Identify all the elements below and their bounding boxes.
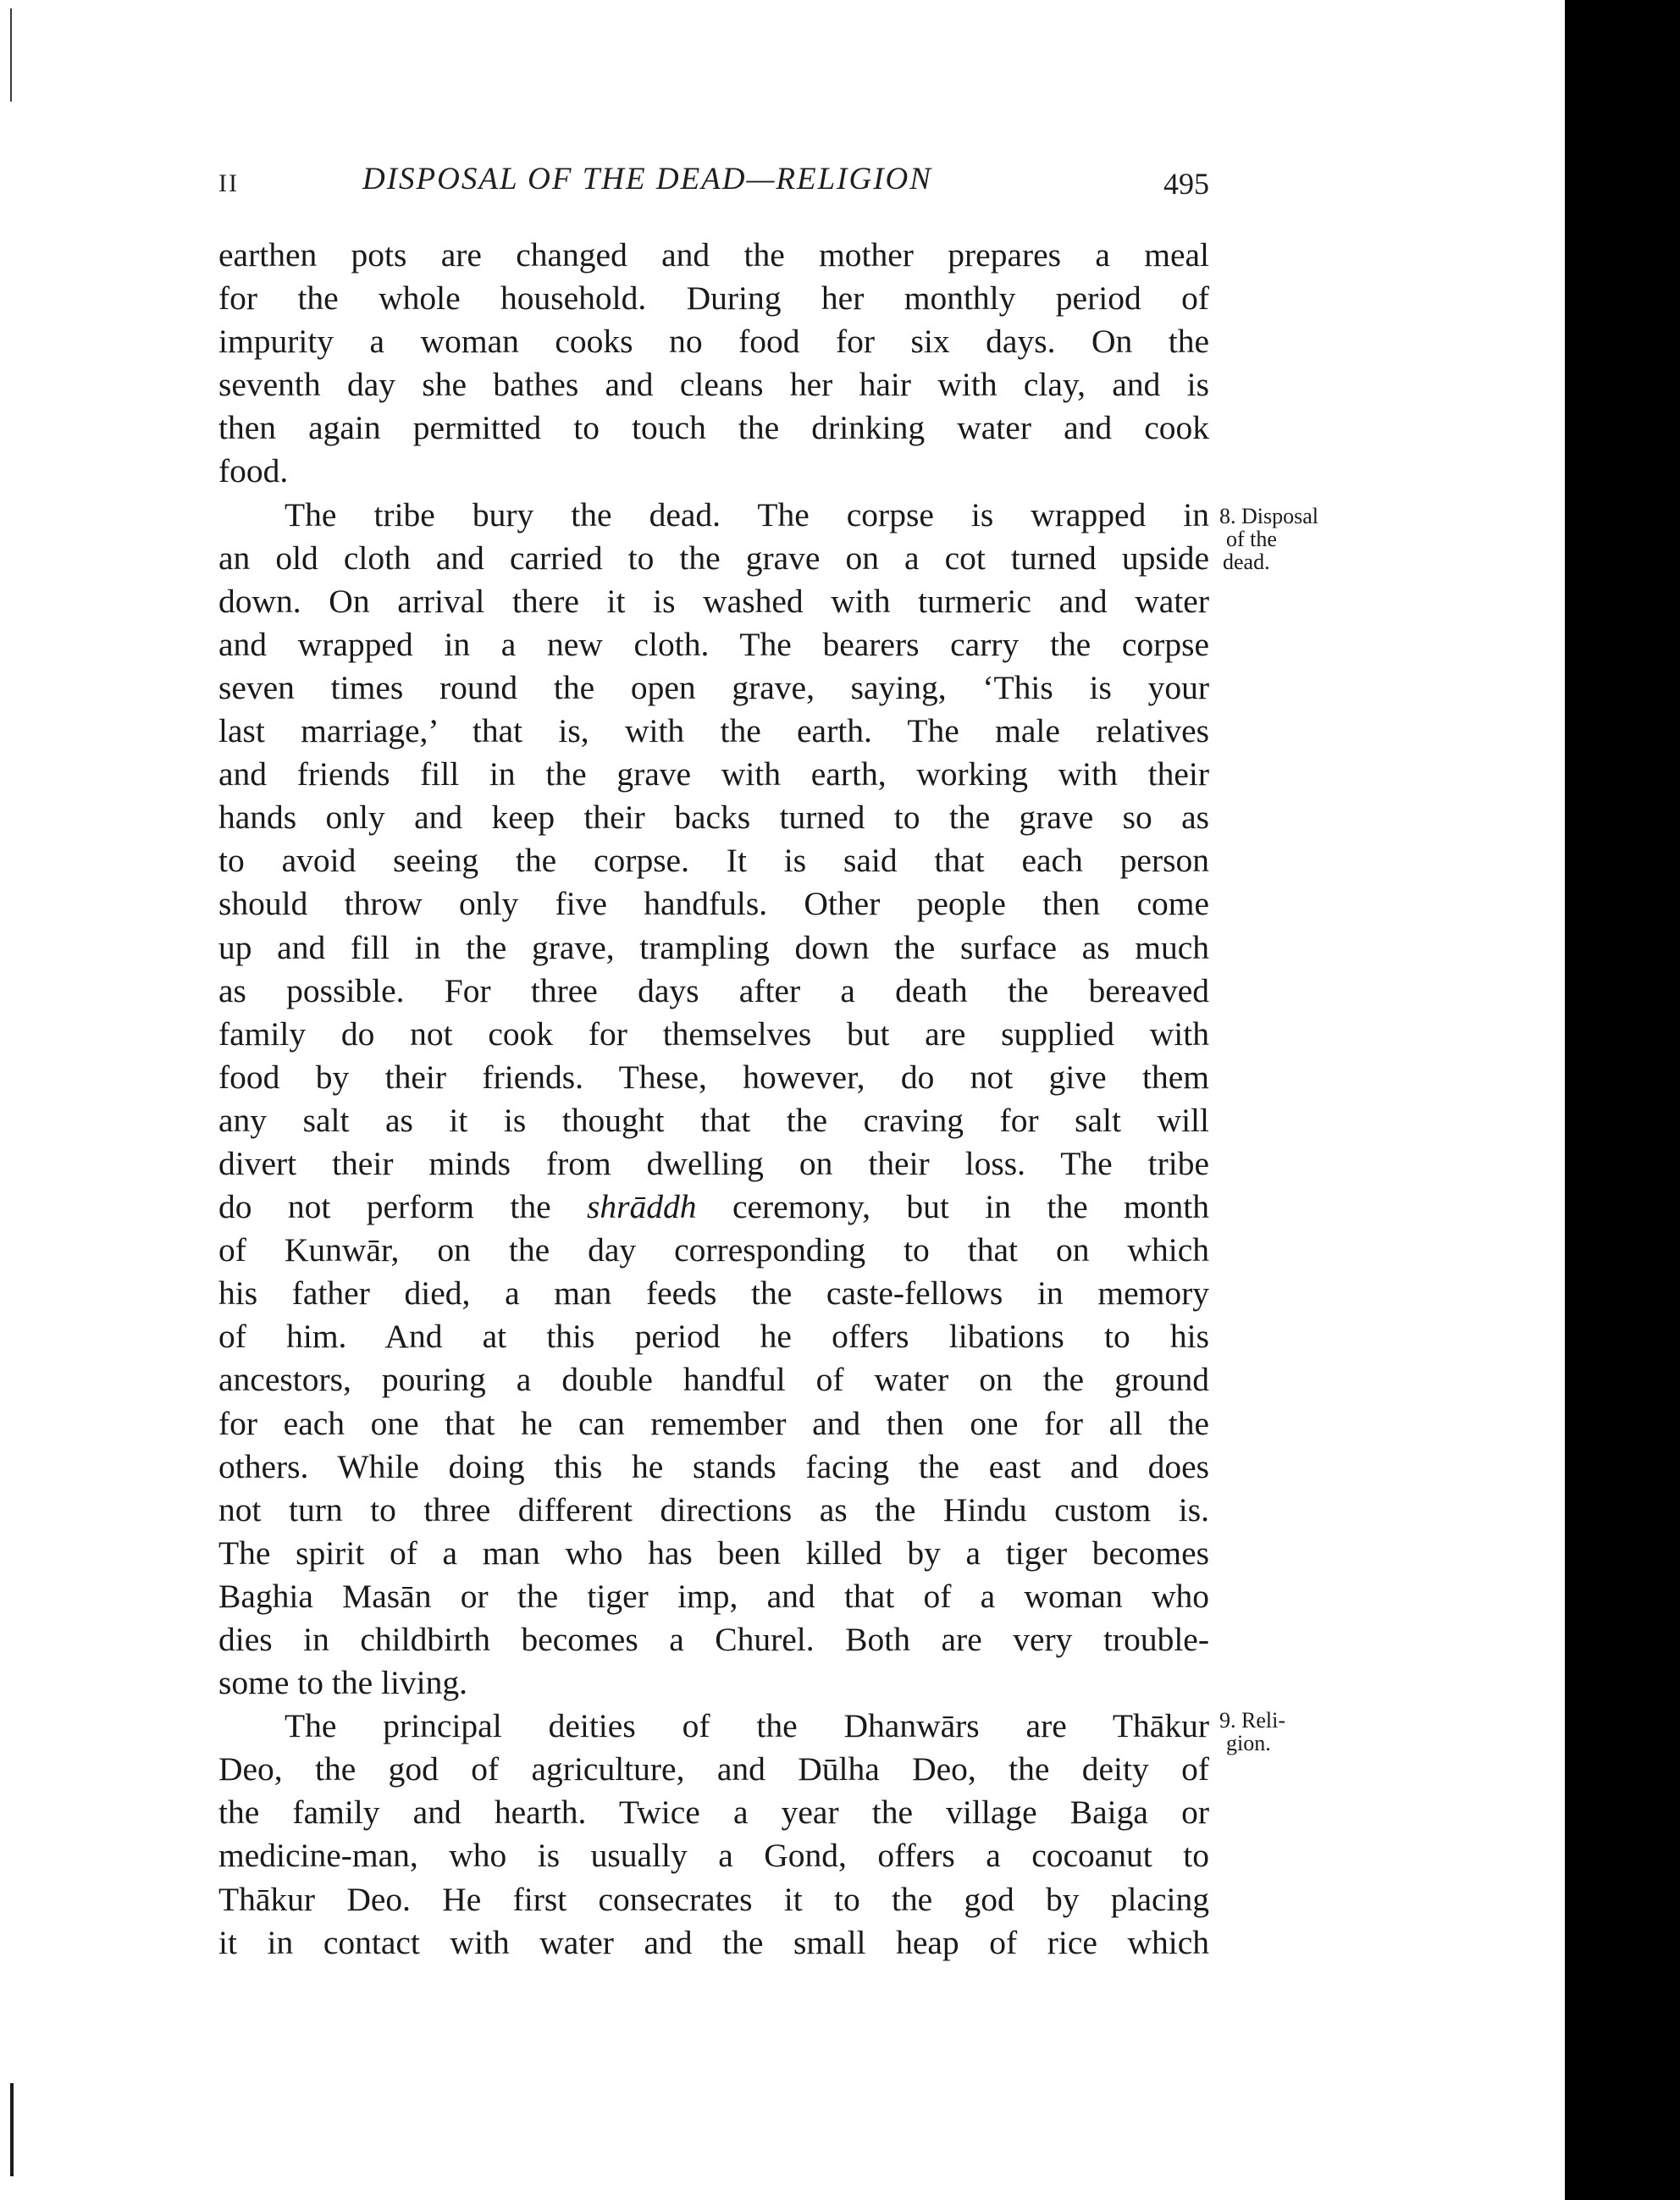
text-line: as possible. For three days after a death the bereaved — [218, 971, 1209, 1009]
text-line: family do not cook for themselves but are supplied with — [218, 1014, 1209, 1053]
running-head — [218, 161, 1209, 212]
text-line: last marriage,’ that is, with the earth. The male relatives — [218, 712, 1209, 750]
section-number: II — [218, 169, 239, 197]
scan-edge-mark-lower — [10, 2083, 14, 2176]
text-line: seventh day she bathes and cleans her hair with clay, and is — [218, 366, 1209, 404]
sidenote-line: of the — [1226, 527, 1277, 551]
sidenote-line: gion. — [1226, 1731, 1271, 1755]
text-line: Thākur Deo. He first consecrates it to the god by placing — [218, 1880, 1209, 1918]
text-line: some to the living. — [218, 1664, 468, 1702]
text-fragment: ceremony, but in the month — [696, 1188, 1209, 1226]
text-line: it in contact with water and the small heap of rice which — [218, 1923, 1209, 1961]
sidenote-line: 9. Reli- — [1219, 1708, 1285, 1733]
body-text — [218, 234, 1209, 1965]
text-line: of him. And at this period he offers libations to his — [218, 1318, 1209, 1356]
text-line: divert their minds from dwelling on their loss. The tribe — [218, 1144, 1209, 1182]
text-line-with-italic — [218, 1186, 1209, 1229]
text-line: not turn to three different directions as the Hindu custom is. — [218, 1490, 1209, 1528]
text-line: impurity a woman cooks no food for six days. On the — [218, 323, 1209, 361]
sidenote-disposal — [1219, 505, 1346, 573]
paragraph-start-religion: The principal deities of the Dhanwārs are Thākur — [285, 1707, 1209, 1745]
italic-term: shrāddh — [587, 1188, 697, 1226]
text-line: Baghia Masān or the tiger imp, and that of a woman who — [218, 1577, 1209, 1615]
text-line: The spirit of a man who has been killed by a tiger becomes — [218, 1534, 1209, 1572]
scan-edge-mark — [10, 8, 12, 102]
page-number: 495 — [1163, 167, 1209, 201]
text-line: up and fill in the grave, trampling down the surface as much — [218, 928, 1209, 966]
text-line: food by their friends. These, however, do not give them — [218, 1058, 1209, 1096]
text-line: dies in childbirth becomes a Churel. Both are very trouble- — [218, 1621, 1209, 1658]
text-line: earthen pots are changed and the mother prepares a meal — [218, 236, 1209, 274]
text-line: any salt as it is thought that the craving for salt will — [218, 1101, 1209, 1139]
text-line: others. While doing this he stands facing the east and does — [218, 1447, 1209, 1485]
text-line: Deo, the god of agriculture, and Dūlha Deo, the deity of — [218, 1750, 1209, 1788]
sidenote-religion — [1219, 1709, 1346, 1755]
text-line: food. — [218, 452, 289, 490]
text-line: should throw only five handfuls. Other people then come — [218, 885, 1209, 923]
text-line: and wrapped in a new cloth. The bearers carry the corpse — [218, 625, 1209, 663]
paragraph-start-disposal: The tribe bury the dead. The corpse is wrapped in — [285, 495, 1209, 533]
text-line: ancestors, pouring a double handful of water on the ground — [218, 1361, 1209, 1399]
text-line: for the whole household. During her monthly period of — [218, 279, 1209, 318]
text-line: for each one that he can remember and then one for all the — [218, 1404, 1209, 1442]
text-line: an old cloth and carried to the grave on a cot turned upside — [218, 539, 1209, 577]
text-line: medicine-man, who is usually a Gond, offers a cocoanut to — [218, 1837, 1209, 1875]
text-line: and friends fill in the grave with earth, working with their — [218, 755, 1209, 793]
text-line: seven times round the open grave, saying, ‘This is your — [218, 668, 1209, 706]
text-line: to avoid seeing the corpse. It is said that each person — [218, 842, 1209, 880]
sidenote-line: 8. Disposal — [1219, 504, 1318, 528]
text-line: the family and hearth. Twice a year the village Baiga or — [218, 1794, 1209, 1832]
text-line: his father died, a man feeds the caste-fellows in memory — [218, 1274, 1209, 1313]
sidenote-line: dead. — [1223, 550, 1270, 574]
text-line: of Kunwār, on the day corresponding to that on which — [218, 1231, 1209, 1269]
text-line: down. On arrival there it is washed with turmeric and water — [218, 582, 1209, 620]
text-line: hands only and keep their backs turned to the grave so as — [218, 799, 1209, 837]
scan-border — [1565, 0, 1680, 2200]
running-title: DISPOSAL OF THE DEAD—RELIGION — [362, 162, 932, 196]
text-fragment: do not perform the — [218, 1188, 588, 1226]
text-line: then again permitted to touch the drinking water and cook — [218, 409, 1209, 447]
